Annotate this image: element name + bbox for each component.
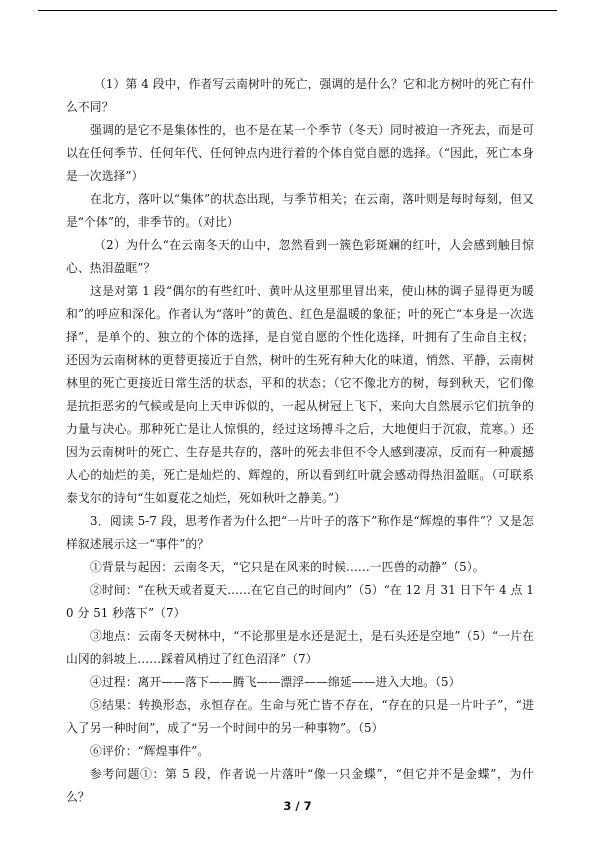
answer-3-time: ②时间：“在秋天或者夏天……在它自己的时间内”（5）“在 12 月 31 日下午 4 点 10 分 51 秒落下”（7） <box>66 583 534 620</box>
page-number: 3 / 7 <box>283 799 312 813</box>
answer-3-evaluation: ⑥评价：“辉煌事件”。 <box>90 744 210 758</box>
answer-3-process: ④过程：离开——落下——腾飞——漂浮——绵延——进入大地。（5） <box>90 675 461 689</box>
question-4-1: （1）第 4 段中，作者写云南树叶的死亡，强调的是什么？它和北方树叶的死亡有什么不同？ <box>66 77 534 114</box>
reference-question-1: 参考问题①：第 5 段，作者说一片落叶“像一只金蝶”，“但它并不是金蝶”，为什么？ <box>66 767 534 804</box>
answer-3-place: ③地点：云南冬天树林中，“不论那里是水还是泥土，是石头还是空地”（5）“一片在山冈的斜坡上……踩着风梢过了红色沼泽”（7） <box>66 629 534 666</box>
answer-3-background: ①背景与起因：云南冬天，“它只是在风来的时候……一匹兽的动静”（5）。 <box>90 560 485 574</box>
answer-3-result: ⑤结果：转换形态，永恒存在。生命与死亡皆不存在，“存在的只是一片叶子”，“进入了另一种时间”，成了“另一个时间中的另一种事物”。（5） <box>66 698 534 735</box>
question-3: 3．阅读 5-7 段，思考作者为什么把“一片叶子的落下”称作是“辉煌的事件”？又是怎样叙述展示这一“事件”的？ <box>66 514 534 551</box>
document-body <box>66 73 534 809</box>
header-rule <box>38 10 557 11</box>
answer-4-2: 这是对第 1 段“偶尔的有些红叶、黄叶从这里那里冒出来，使山林的调子显得更为暖和”的呼应和深化。作者认为“落叶”的黄色、红色是温暖的象征；叶的死亡“本身是一次选择”，是单个的、独立的个体的选择，是自觉自愿的个性化选择，叶拥有了生命自主权；还因为云南树林的更替更接近于自然，树叶的生死有种大化的味道，悄然、平静，云南树林里的死亡更接近日常生活的状态，平和的状态；（它不像北方的树，每到秋天，它们像是抗拒恶劣的气候或是向上天申诉似的，一起从树冠上飞下，来向大自然展示它们抗争的力量与决心。那种死亡是让人惊惧的，经过这场搏斗之后，大地便归于沉寂，荒寒。）还因为云南树叶的死亡、生存是共存的，落叶的死去非但不令人感到凄凉，反而有一种震撼人心的灿烂的美，死亡是灿烂的、辉煌的，所以看到红叶就会感动得热泪盈眶。（可联系泰戈尔的诗句“生如夏花之灿烂，死如秋叶之静美。”） <box>66 284 534 505</box>
answer-4-1-part-2: 在北方，落叶以“集体”的状态出现，与季节相关；在云南，落叶则是每时每刻，但又是“个体”的，非季节的。（对比） <box>66 192 534 229</box>
question-4-2: （2）为什么“在云南冬天的山中，忽然看到一簇色彩斑斓的红叶，人会感到触目惊心、热泪盈眶”？ <box>66 238 534 275</box>
answer-4-1-part-1: 强调的是它不是集体性的，也不是在某一个季节（冬天）同时被迫一齐死去，而是可以在任何季节、任何年代、任何钟点内进行着的个体自觉自愿的选择。（“因此，死亡本身是一次选择”） <box>66 123 534 183</box>
